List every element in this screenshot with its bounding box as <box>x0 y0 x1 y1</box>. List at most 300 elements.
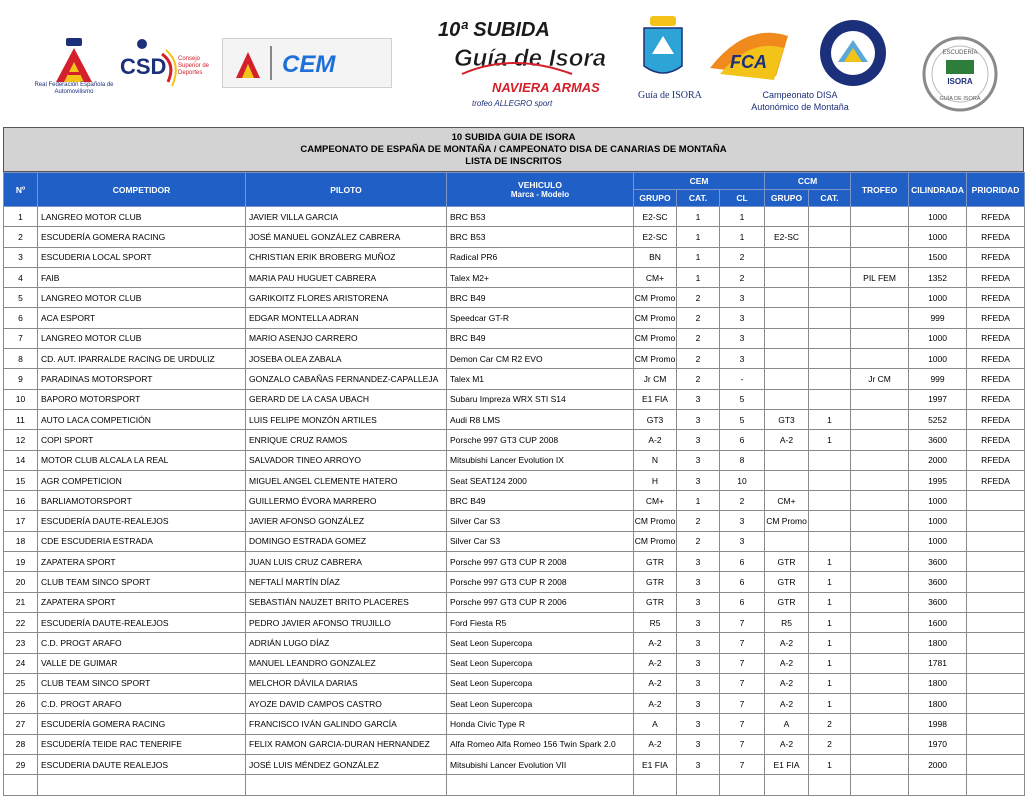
cell-piloto: EDGAR MONTELLA ADRAN <box>246 308 447 328</box>
cell-trofeo <box>851 328 909 348</box>
csd-logo <box>118 36 182 92</box>
cell-trofeo: Jr CM <box>851 369 909 389</box>
cell-cem-cat: 2 <box>677 308 720 328</box>
cell-ccm-grupo: GTR <box>765 572 809 592</box>
cell-ccm-grupo: A-2 <box>765 633 809 653</box>
cell-ccm-cat: 1 <box>809 633 851 653</box>
cell-competidor: AGR COMPETICION <box>38 470 246 490</box>
cell-cem-grupo: CM Promo <box>634 308 677 328</box>
cell-ccm-cat: 1 <box>809 673 851 693</box>
col-cilindrada: CILINDRADA <box>909 173 967 207</box>
cell-trofeo <box>851 653 909 673</box>
table-row <box>4 714 1025 734</box>
col-vehiculo <box>447 173 634 207</box>
table-row <box>4 653 1025 673</box>
cell-cilindrada: 1352 <box>909 267 967 287</box>
cell-vehiculo: Silver Car S3 <box>447 531 634 551</box>
cell-ccm-cat <box>809 389 851 409</box>
cell-cem-grupo: A <box>634 714 677 734</box>
cell-ccm-grupo: GTR <box>765 592 809 612</box>
cell-vehiculo: Talex M1 <box>447 369 634 389</box>
cell-cem-cl: 6 <box>720 430 765 450</box>
cell-cem-cl: 3 <box>720 308 765 328</box>
cell-competidor: ESCUDERIA DAUTE REALEJOS <box>38 755 246 775</box>
cell-cem-grupo: GTR <box>634 572 677 592</box>
cell-cilindrada: 1998 <box>909 714 967 734</box>
cell-cem-cl: 3 <box>720 511 765 531</box>
cell-competidor: ESCUDERÍA DAUTE-REALEJOS <box>38 511 246 531</box>
isora-text: Guía de ISORA <box>638 90 702 101</box>
cell-ccm-cat: 2 <box>809 734 851 754</box>
cell-cilindrada: 1000 <box>909 288 967 308</box>
cell-piloto <box>246 775 447 795</box>
cell-prioridad: RFEDA <box>967 389 1025 409</box>
cell-num: 20 <box>4 572 38 592</box>
cell-cilindrada <box>909 775 967 795</box>
cell-vehiculo: Ford Fiesta R5 <box>447 612 634 632</box>
cell-cem-grupo: CM Promo <box>634 328 677 348</box>
cell-trofeo <box>851 491 909 511</box>
cell-ccm-grupo <box>765 267 809 287</box>
col-piloto: PILOTO <box>246 173 447 207</box>
cell-piloto: GUILLERMO ÉVORA MARRERO <box>246 491 447 511</box>
csd-text: CSD <box>120 54 167 79</box>
cell-cilindrada: 1000 <box>909 328 967 348</box>
cell-competidor: BARLIAMOTORSPORT <box>38 491 246 511</box>
cell-piloto: GARIKOITZ FLORES ARISTORENA <box>246 288 447 308</box>
cell-num: 16 <box>4 491 38 511</box>
cell-num: 1 <box>4 207 38 227</box>
cell-cem-cat: 1 <box>677 227 720 247</box>
escuderia-top: ESCUDERÍA <box>942 50 978 56</box>
cell-prioridad: RFEDA <box>967 267 1025 287</box>
cell-cem-cl: 2 <box>720 267 765 287</box>
col-vehiculo-label: VEHICULO <box>518 180 562 190</box>
cell-prioridad: RFEDA <box>967 470 1025 490</box>
cell-prioridad: RFEDA <box>967 247 1025 267</box>
cell-num: 2 <box>4 227 38 247</box>
table-row <box>4 511 1025 531</box>
cell-trofeo <box>851 227 909 247</box>
cell-competidor: CDE ESCUDERIA ESTRADA <box>38 531 246 551</box>
cell-num: 28 <box>4 734 38 754</box>
cell-prioridad <box>967 694 1025 714</box>
cell-prioridad <box>967 612 1025 632</box>
cell-num: 12 <box>4 430 38 450</box>
event-line2: Guía de Isora <box>454 45 607 72</box>
cell-ccm-grupo <box>765 308 809 328</box>
cell-vehiculo <box>447 775 634 795</box>
cell-cem-cat: 3 <box>677 450 720 470</box>
cell-ccm-grupo: A-2 <box>765 673 809 693</box>
cell-cem-grupo <box>634 775 677 795</box>
cell-vehiculo: Silver Car S3 <box>447 511 634 531</box>
cell-competidor: AUTO LACA COMPETICIÓN <box>38 409 246 429</box>
escuderia-isora-logo <box>918 34 1002 114</box>
cell-prioridad <box>967 511 1025 531</box>
cell-cem-cl: 7 <box>720 673 765 693</box>
table-row <box>4 694 1025 714</box>
cell-competidor: FAIB <box>38 267 246 287</box>
cell-vehiculo: Demon Car CM R2 EVO <box>447 349 634 369</box>
cell-vehiculo: Porsche 997 GT3 CUP R 2008 <box>447 572 634 592</box>
cell-cem-grupo: A-2 <box>634 694 677 714</box>
cell-trofeo <box>851 592 909 612</box>
table-row <box>4 267 1025 287</box>
title-band <box>3 128 1024 172</box>
cell-cem-cl <box>720 775 765 795</box>
cell-prioridad: RFEDA <box>967 450 1025 470</box>
cell-ccm-grupo <box>765 328 809 348</box>
cell-competidor: PARADINAS MOTORSPORT <box>38 369 246 389</box>
cell-prioridad: RFEDA <box>967 227 1025 247</box>
cell-vehiculo: Alfa Romeo Alfa Romeo 156 Twin Spark 2.0 <box>447 734 634 754</box>
cell-num: 6 <box>4 308 38 328</box>
cell-cem-cat: 1 <box>677 207 720 227</box>
cell-cem-grupo: CM Promo <box>634 531 677 551</box>
cell-piloto: SEBASTIÁN NAUZET BRITO PLACERES <box>246 592 447 612</box>
entry-list-sheet <box>3 127 1024 796</box>
cell-num: 21 <box>4 592 38 612</box>
cell-ccm-grupo <box>765 531 809 551</box>
cell-piloto: FELIX RAMON GARCIA-DURAN HERNANDEZ <box>246 734 447 754</box>
cell-competidor: BAPORO MOTORSPORT <box>38 389 246 409</box>
cell-cilindrada: 1800 <box>909 633 967 653</box>
col-num: Nº <box>4 173 38 207</box>
cell-num: 25 <box>4 673 38 693</box>
cell-prioridad: RFEDA <box>967 207 1025 227</box>
cell-piloto: MANUEL LEANDRO GONZALEZ <box>246 653 447 673</box>
cell-prioridad <box>967 755 1025 775</box>
cell-num: 17 <box>4 511 38 531</box>
cell-ccm-grupo: E2-SC <box>765 227 809 247</box>
cell-competidor: LANGREO MOTOR CLUB <box>38 207 246 227</box>
cell-cilindrada: 1970 <box>909 734 967 754</box>
cell-competidor: ESCUDERÍA GOMERA RACING <box>38 227 246 247</box>
table-row <box>4 673 1025 693</box>
cell-piloto: MELCHOR DÁVILA DARIAS <box>246 673 447 693</box>
cell-piloto: SALVADOR TINEO ARROYO <box>246 450 447 470</box>
cell-cem-grupo: GT3 <box>634 409 677 429</box>
table-row <box>4 207 1025 227</box>
cell-ccm-grupo <box>765 369 809 389</box>
cell-vehiculo: Seat SEAT124 2000 <box>447 470 634 490</box>
cell-cilindrada: 3600 <box>909 430 967 450</box>
cell-cem-cat: 3 <box>677 430 720 450</box>
cell-cem-cat: 2 <box>677 511 720 531</box>
cell-cem-grupo: H <box>634 470 677 490</box>
cell-ccm-grupo <box>765 207 809 227</box>
cell-piloto: ADRIÁN LUGO DÍAZ <box>246 633 447 653</box>
cell-ccm-grupo <box>765 450 809 470</box>
col-prioridad: PRIORIDAD <box>967 173 1025 207</box>
cell-competidor: ACA ESPORT <box>38 308 246 328</box>
cell-cem-cat: 3 <box>677 633 720 653</box>
cell-prioridad: RFEDA <box>967 430 1025 450</box>
cell-ccm-grupo: A-2 <box>765 653 809 673</box>
cell-cilindrada: 3600 <box>909 592 967 612</box>
cell-cem-cl: - <box>720 369 765 389</box>
cell-num: 3 <box>4 247 38 267</box>
entry-rows <box>4 207 1025 796</box>
cell-trofeo <box>851 450 909 470</box>
cell-vehiculo: BRC B49 <box>447 288 634 308</box>
cell-cem-cat: 3 <box>677 694 720 714</box>
col-vehiculo-sub: Marca - Modelo <box>510 190 570 199</box>
cell-cem-cat: 2 <box>677 328 720 348</box>
cell-ccm-cat <box>809 511 851 531</box>
table-row <box>4 734 1025 754</box>
cell-piloto: LUIS FELIPE MONZÓN ARTILES <box>246 409 447 429</box>
cell-cilindrada: 1600 <box>909 612 967 632</box>
cell-competidor: LANGREO MOTOR CLUB <box>38 328 246 348</box>
cell-cem-cat: 3 <box>677 755 720 775</box>
cell-trofeo <box>851 775 909 795</box>
event-logo <box>432 12 607 112</box>
cell-trofeo <box>851 511 909 531</box>
cell-cem-cat: 2 <box>677 531 720 551</box>
cell-cilindrada: 1000 <box>909 511 967 531</box>
cell-cem-cat: 1 <box>677 247 720 267</box>
cell-cilindrada: 1997 <box>909 389 967 409</box>
cell-competidor: VALLE DE GUIMAR <box>38 653 246 673</box>
table-row <box>4 531 1025 551</box>
cell-prioridad <box>967 775 1025 795</box>
cell-num: 15 <box>4 470 38 490</box>
table-row <box>4 430 1025 450</box>
cell-cem-cl: 3 <box>720 531 765 551</box>
cell-ccm-grupo: A-2 <box>765 694 809 714</box>
col-ccm-grupo: GRUPO <box>765 190 809 207</box>
cell-piloto: MARIO ASENJO CARRERO <box>246 328 447 348</box>
table-row <box>4 389 1025 409</box>
cell-cem-cl: 7 <box>720 653 765 673</box>
cell-vehiculo: BRC B53 <box>447 207 634 227</box>
cell-trofeo <box>851 207 909 227</box>
cell-prioridad: RFEDA <box>967 369 1025 389</box>
cell-trofeo <box>851 430 909 450</box>
cell-cem-grupo: CM Promo <box>634 511 677 531</box>
cell-cem-grupo: GTR <box>634 592 677 612</box>
cell-cem-cl: 5 <box>720 409 765 429</box>
cell-prioridad <box>967 572 1025 592</box>
cell-cem-grupo: GTR <box>634 552 677 572</box>
cell-cem-cl: 2 <box>720 247 765 267</box>
table-row <box>4 775 1025 795</box>
cell-piloto: MIGUEL ANGEL CLEMENTE HATERO <box>246 470 447 490</box>
cell-num: 22 <box>4 612 38 632</box>
cell-cem-cl: 6 <box>720 572 765 592</box>
cell-cem-cat <box>677 775 720 795</box>
cell-num: 29 <box>4 755 38 775</box>
federacion-tenerife-logo <box>818 18 888 88</box>
table-row <box>4 633 1025 653</box>
table-row <box>4 247 1025 267</box>
cell-cem-cl: 7 <box>720 633 765 653</box>
cell-competidor <box>38 775 246 795</box>
table-row <box>4 592 1025 612</box>
cell-cem-cl: 7 <box>720 612 765 632</box>
cell-ccm-grupo <box>765 349 809 369</box>
cell-prioridad <box>967 714 1025 734</box>
table-row <box>4 369 1025 389</box>
cell-cem-cat: 3 <box>677 572 720 592</box>
cell-cilindrada: 5252 <box>909 409 967 429</box>
cell-ccm-grupo: CM+ <box>765 491 809 511</box>
table-row <box>4 572 1025 592</box>
cell-prioridad: RFEDA <box>967 328 1025 348</box>
cell-cem-grupo: A-2 <box>634 653 677 673</box>
cell-ccm-cat: 1 <box>809 592 851 612</box>
cell-cem-cat: 2 <box>677 288 720 308</box>
cell-ccm-grupo <box>765 470 809 490</box>
cell-cem-cl: 8 <box>720 450 765 470</box>
cell-ccm-cat <box>809 450 851 470</box>
cell-num: 10 <box>4 389 38 409</box>
cell-cem-cat: 1 <box>677 267 720 287</box>
cell-piloto: JAVIER AFONSO GONZÁLEZ <box>246 511 447 531</box>
cell-piloto: JOSEBA OLEA ZABALA <box>246 349 447 369</box>
cem-text: CEM <box>282 51 336 78</box>
table-row <box>4 552 1025 572</box>
col-ccm-cat: CAT. <box>809 190 851 207</box>
cell-cem-cl: 3 <box>720 328 765 348</box>
cell-trofeo <box>851 572 909 592</box>
cell-ccm-cat: 2 <box>809 714 851 734</box>
cell-ccm-cat <box>809 470 851 490</box>
cell-ccm-grupo: GT3 <box>765 409 809 429</box>
cell-cem-cl: 10 <box>720 470 765 490</box>
cell-prioridad: RFEDA <box>967 409 1025 429</box>
cell-cem-cat: 3 <box>677 552 720 572</box>
cell-ccm-cat: 1 <box>809 409 851 429</box>
cell-cem-cl: 5 <box>720 389 765 409</box>
cell-piloto: FRANCISCO IVÁN GALINDO GARCÍA <box>246 714 447 734</box>
cell-cem-cat: 3 <box>677 734 720 754</box>
rfeda-caption: Real Federación Española de Automovilismo <box>34 82 114 95</box>
cell-ccm-cat <box>809 349 851 369</box>
cell-cem-grupo: Jr CM <box>634 369 677 389</box>
cell-cem-grupo: A-2 <box>634 430 677 450</box>
cell-vehiculo: Audi R8 LMS <box>447 409 634 429</box>
cell-prioridad <box>967 633 1025 653</box>
cell-vehiculo: BRC B53 <box>447 227 634 247</box>
cell-cilindrada: 1995 <box>909 470 967 490</box>
cell-piloto: ENRIQUE CRUZ RAMOS <box>246 430 447 450</box>
cell-vehiculo: Subaru Impreza WRX STI S14 <box>447 389 634 409</box>
cell-cem-grupo: BN <box>634 247 677 267</box>
cell-ccm-grupo: A <box>765 714 809 734</box>
cell-trofeo <box>851 694 909 714</box>
cell-cilindrada: 3600 <box>909 572 967 592</box>
cell-num: 27 <box>4 714 38 734</box>
cell-cilindrada: 1781 <box>909 653 967 673</box>
cell-prioridad <box>967 734 1025 754</box>
cell-trofeo <box>851 389 909 409</box>
cell-trofeo <box>851 247 909 267</box>
cell-num <box>4 775 38 795</box>
cell-num: 26 <box>4 694 38 714</box>
cell-piloto: PEDRO JAVIER AFONSO TRUJILLO <box>246 612 447 632</box>
cell-prioridad: RFEDA <box>967 308 1025 328</box>
cell-cem-cl: 7 <box>720 755 765 775</box>
cell-competidor: ESCUDERÍA GOMERA RACING <box>38 714 246 734</box>
cell-cilindrada: 1800 <box>909 694 967 714</box>
table-row <box>4 755 1025 775</box>
table-row <box>4 409 1025 429</box>
cell-ccm-cat: 1 <box>809 653 851 673</box>
cell-cilindrada: 1000 <box>909 227 967 247</box>
cell-ccm-cat <box>809 227 851 247</box>
sponsor-logo-strip <box>0 0 1024 125</box>
table-row <box>4 612 1025 632</box>
cell-prioridad <box>967 653 1025 673</box>
cell-vehiculo: Porsche 997 GT3 CUP 2008 <box>447 430 634 450</box>
cell-trofeo <box>851 409 909 429</box>
cell-cilindrada: 999 <box>909 369 967 389</box>
cell-cem-grupo: A-2 <box>634 673 677 693</box>
cell-vehiculo: Talex M2+ <box>447 267 634 287</box>
cell-piloto: MARIA PAU HUGUET CABRERA <box>246 267 447 287</box>
cell-cilindrada: 999 <box>909 308 967 328</box>
cell-num: 11 <box>4 409 38 429</box>
cell-cem-grupo: CM+ <box>634 491 677 511</box>
cell-cem-grupo: E2-SC <box>634 207 677 227</box>
cell-cem-cl: 1 <box>720 227 765 247</box>
cell-ccm-grupo <box>765 775 809 795</box>
cell-piloto: NEFTALÍ MARTÍN DÍAZ <box>246 572 447 592</box>
cell-num: 5 <box>4 288 38 308</box>
cell-prioridad: RFEDA <box>967 349 1025 369</box>
cell-vehiculo: Mitsubishi Lancer Evolution VII <box>447 755 634 775</box>
cell-ccm-cat: 1 <box>809 612 851 632</box>
cell-num: 8 <box>4 349 38 369</box>
fca-logo <box>706 18 792 86</box>
cell-vehiculo: Porsche 997 GT3 CUP R 2006 <box>447 592 634 612</box>
fca-text: FCA <box>730 52 767 72</box>
cell-ccm-cat <box>809 207 851 227</box>
cell-competidor: MOTOR CLUB ALCALA LA REAL <box>38 450 246 470</box>
cell-ccm-cat: 1 <box>809 552 851 572</box>
escuderia-mid: ISORA <box>947 77 973 86</box>
cell-trofeo <box>851 633 909 653</box>
cell-trofeo <box>851 531 909 551</box>
cell-vehiculo: Porsche 997 GT3 CUP R 2008 <box>447 552 634 572</box>
cell-num: 18 <box>4 531 38 551</box>
disa-line2: Autonómico de Montaña <box>751 102 849 112</box>
cell-ccm-grupo <box>765 247 809 267</box>
cell-ccm-grupo: CM Promo <box>765 511 809 531</box>
col-cem-grupo: GRUPO <box>634 190 677 207</box>
cell-cem-grupo: E1 FIA <box>634 755 677 775</box>
cell-cem-cl: 2 <box>720 491 765 511</box>
cell-cem-grupo: A-2 <box>634 633 677 653</box>
cell-ccm-cat <box>809 267 851 287</box>
cell-cem-cl: 3 <box>720 288 765 308</box>
cell-trofeo <box>851 673 909 693</box>
cell-cem-grupo: R5 <box>634 612 677 632</box>
cell-trofeo <box>851 349 909 369</box>
cell-cilindrada: 1000 <box>909 531 967 551</box>
cell-num: 23 <box>4 633 38 653</box>
cell-prioridad <box>967 592 1025 612</box>
cell-cilindrada: 1000 <box>909 349 967 369</box>
cell-cem-grupo: N <box>634 450 677 470</box>
cell-cilindrada: 1000 <box>909 491 967 511</box>
event-line3: NAVIERA ARMAS <box>492 80 600 95</box>
cell-ccm-cat <box>809 491 851 511</box>
event-title: 10 SUBIDA GUIA DE ISORA <box>451 131 576 143</box>
